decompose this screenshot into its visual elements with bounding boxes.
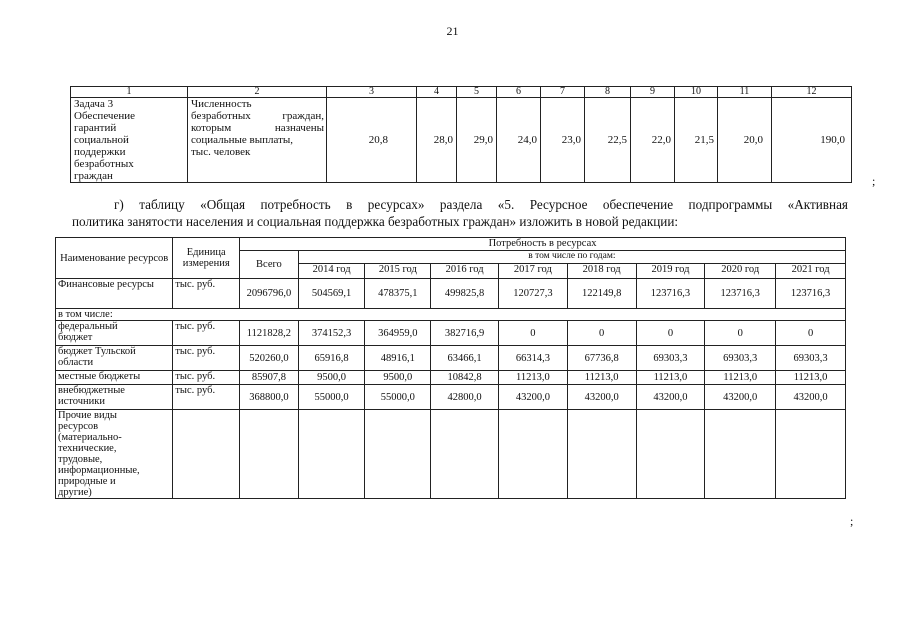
row-name-line: другие) [58, 487, 92, 498]
year-header: 2018 год [567, 264, 636, 279]
col-num: 8 [585, 87, 631, 98]
row-value: 11213,0 [705, 371, 776, 385]
row-name-line: федеральный [58, 321, 118, 332]
empty-cell [298, 410, 365, 499]
year-header: 2019 год [636, 264, 705, 279]
value-cell: 22,5 [585, 98, 631, 183]
row-value: 504569,1 [298, 279, 365, 309]
task-line: Задача 3 [74, 98, 114, 110]
row-name: местные бюджеты [56, 371, 173, 385]
row-value: 43200,0 [498, 385, 567, 410]
header-row-1 [56, 238, 846, 251]
row-value: 9500,0 [298, 371, 365, 385]
col-num: 3 [327, 87, 417, 98]
table-row [56, 321, 846, 346]
indicator-line: безработных граждан, [191, 110, 324, 122]
value-cell: 28,0 [417, 98, 457, 183]
empty-cell [431, 410, 499, 499]
year-header: 2016 год [431, 264, 499, 279]
row-name-line: бюджет [58, 332, 93, 343]
row-total: 1121828,2 [240, 321, 299, 346]
row-value: 0 [636, 321, 705, 346]
row-value: 382716,9 [431, 321, 499, 346]
empty-cell [240, 410, 299, 499]
row-value: 55000,0 [298, 385, 365, 410]
value-cell: 21,5 [675, 98, 718, 183]
year-header: 2014 год [298, 264, 365, 279]
row-value: 123716,3 [776, 279, 846, 309]
col-num: 12 [772, 87, 852, 98]
value-cell: 24,0 [497, 98, 541, 183]
row-unit: тыс. руб. [173, 279, 240, 309]
row-name: внебюджетные источники [56, 385, 173, 410]
empty-cell [173, 410, 240, 499]
col-num: 10 [675, 87, 718, 98]
row-value: 69303,3 [636, 346, 705, 371]
empty-cell [498, 410, 567, 499]
row-value: 43200,0 [705, 385, 776, 410]
row-value: 11213,0 [498, 371, 567, 385]
instruction-paragraph [72, 196, 848, 230]
row-value: 43200,0 [567, 385, 636, 410]
row-value: 67736,8 [567, 346, 636, 371]
indicator-line: тыс. человек [191, 146, 251, 158]
row-total: 368800,0 [240, 385, 299, 410]
row-name-line: трудовые, [58, 454, 103, 465]
row-name-line: технические, [58, 443, 117, 454]
task-line: гарантий [74, 122, 117, 134]
row-value: 48916,1 [365, 346, 431, 371]
empty-cell [705, 410, 776, 499]
indicator-line: социальные выплаты, [191, 134, 294, 146]
row-value: 69303,3 [705, 346, 776, 371]
row-value: 0 [498, 321, 567, 346]
page-number: 21 [446, 24, 459, 38]
row-value: 10842,8 [431, 371, 499, 385]
row-value: 123716,3 [636, 279, 705, 309]
header-years-group: в том числе по годам: [298, 251, 845, 264]
row-name-line: ресурсов [58, 421, 99, 432]
row-value: 499825,8 [431, 279, 499, 309]
table-row [56, 346, 846, 371]
row-value: 0 [705, 321, 776, 346]
col-num: 7 [541, 87, 585, 98]
row-value: 478375,1 [365, 279, 431, 309]
row-name-line: Прочие виды [58, 410, 117, 421]
task-line: безработных [74, 158, 134, 170]
row-total: 85907,8 [240, 371, 299, 385]
col-num: 2 [188, 87, 327, 98]
row-value: 65916,8 [298, 346, 365, 371]
col-num: 1 [71, 87, 188, 98]
value-cell: 20,8 [327, 98, 417, 183]
empty-cell [365, 410, 431, 499]
task-row [71, 98, 852, 183]
row-unit: тыс. руб. [173, 346, 240, 371]
row-name: Финансовые ресурсы [56, 279, 173, 309]
task-line: Обеспечение [74, 110, 135, 122]
row-value: 42800,0 [431, 385, 499, 410]
row-total: 2096796,0 [240, 279, 299, 309]
row-value: 0 [567, 321, 636, 346]
year-header: 2021 год [776, 264, 846, 279]
table2-end-mark: ; [850, 514, 854, 528]
row-total: 520260,0 [240, 346, 299, 371]
column-number-row [71, 87, 852, 98]
row-value: 122149,8 [567, 279, 636, 309]
year-header: 2015 год [365, 264, 431, 279]
paragraph-line: г) таблицу «Общая потребность в ресурсах» раздела «5. Ресурсное обеспечение подпрограммы «Активная [114, 197, 848, 212]
row-name [56, 321, 173, 346]
col-num: 4 [417, 87, 457, 98]
table-row [56, 410, 846, 499]
row-value: 120727,3 [498, 279, 567, 309]
table-row [56, 279, 846, 309]
header-need: Потребность в ресурсах [240, 238, 846, 251]
row-value: 123716,3 [705, 279, 776, 309]
row-value: 11213,0 [636, 371, 705, 385]
value-cell: 23,0 [541, 98, 585, 183]
including-row [56, 309, 846, 321]
header-total: Всего [240, 251, 299, 279]
empty-cell [567, 410, 636, 499]
row-name-line: природные и [58, 476, 116, 487]
empty-cell [636, 410, 705, 499]
row-value: 11213,0 [776, 371, 846, 385]
empty-cell [776, 410, 846, 499]
year-header: 2020 год [705, 264, 776, 279]
row-value: 374152,3 [298, 321, 365, 346]
value-cell: 22,0 [631, 98, 675, 183]
row-value: 0 [776, 321, 846, 346]
row-value: 9500,0 [365, 371, 431, 385]
table-row [56, 371, 846, 385]
row-name-line: информационные, [58, 465, 140, 476]
row-value: 43200,0 [636, 385, 705, 410]
year-header: 2017 год [498, 264, 567, 279]
row-unit: тыс. руб. [173, 321, 240, 346]
row-value: 69303,3 [776, 346, 846, 371]
indicator-cell [188, 98, 327, 183]
table1-end-mark: ; [872, 174, 876, 188]
row-value: 55000,0 [365, 385, 431, 410]
including-label: в том числе: [56, 309, 846, 321]
row-name [56, 410, 173, 499]
header-unit: Единица измерения [173, 238, 240, 279]
indicator-line: Численность [191, 98, 252, 110]
row-value: 11213,0 [567, 371, 636, 385]
table-row [56, 385, 846, 410]
row-name-line: (материально- [58, 432, 122, 443]
col-num: 5 [457, 87, 497, 98]
row-unit: тыс. руб. [173, 371, 240, 385]
task-line: граждан [74, 170, 113, 182]
task-line: социальной [74, 134, 129, 146]
row-value: 43200,0 [776, 385, 846, 410]
row-unit: тыс. руб. [173, 385, 240, 410]
value-cell: 20,0 [718, 98, 772, 183]
row-value: 63466,1 [431, 346, 499, 371]
col-num: 9 [631, 87, 675, 98]
header-resource-name: Наименование ресурсов [56, 238, 173, 279]
task-cell [71, 98, 188, 183]
col-num: 6 [497, 87, 541, 98]
row-name: бюджет Тульской области [56, 346, 173, 371]
indicator-line: которым назначены [191, 122, 324, 134]
col-num: 11 [718, 87, 772, 98]
value-cell: 29,0 [457, 98, 497, 183]
value-cell: 190,0 [772, 98, 852, 183]
task-indicator-table [70, 86, 852, 183]
resource-needs-table [55, 237, 846, 499]
task-line: поддержки [74, 146, 126, 158]
paragraph-line: политика занятости населения и социальная поддержка безработных граждан» изложить в новой редакции: [72, 214, 679, 229]
row-value: 364959,0 [365, 321, 431, 346]
row-value: 66314,3 [498, 346, 567, 371]
